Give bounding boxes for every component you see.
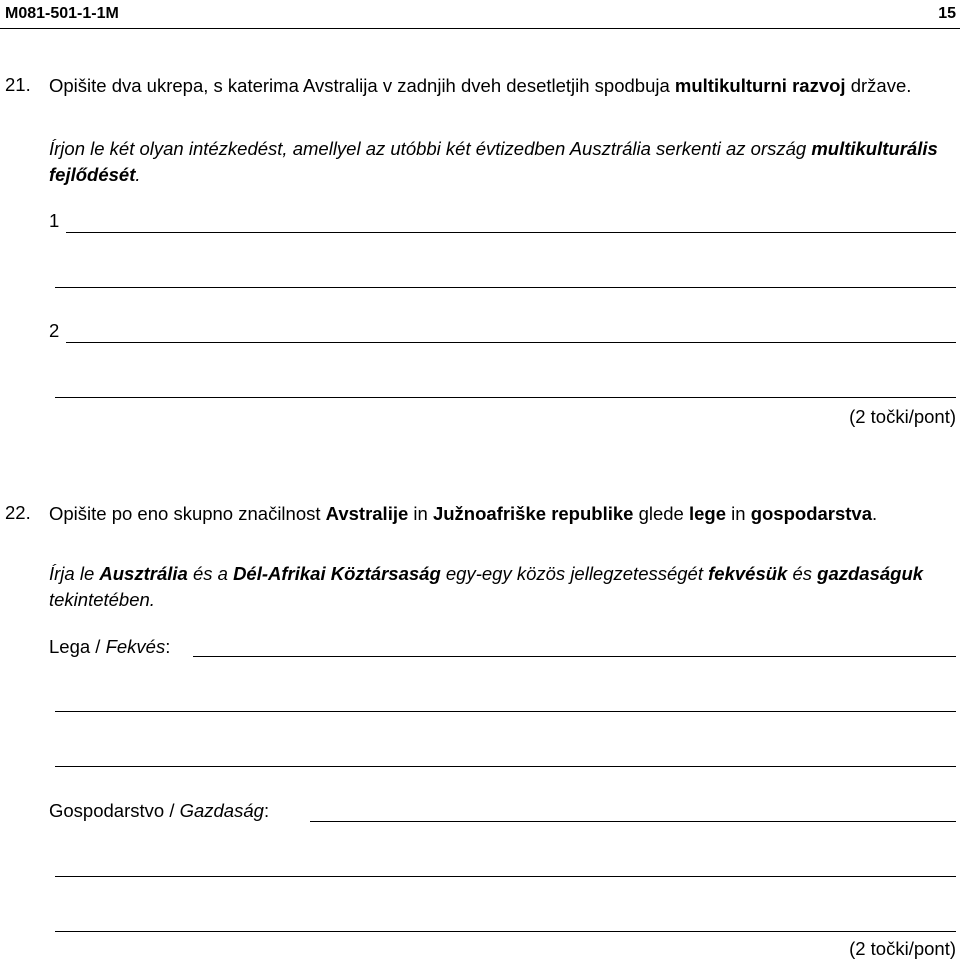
lega-answer-line-3[interactable] (55, 766, 956, 767)
q21-hu-text: Írjon le két olyan intézkedést, amellyel az utóbbi két évtizedben Ausztrália serkenti az ország (49, 138, 812, 159)
q21-hu-bold: multikulturális fejlődését (49, 138, 938, 185)
lega-label-hu: Fekvés (105, 636, 166, 657)
q22-hu-text: Írja le (49, 563, 100, 584)
lega-answer-line[interactable] (193, 656, 956, 657)
q22-sl-text-in: in (408, 503, 433, 524)
question-21-text-hu (49, 136, 957, 188)
page-number: 15 (938, 5, 956, 22)
q22-hu-text-es: és a (187, 563, 234, 584)
gospodarstvo-answer-line[interactable] (310, 821, 956, 822)
q22-sl-bold-jar: Južnoafriške republike (432, 503, 634, 524)
q22-hu-bold-fekvesuk: fekvésük (708, 563, 788, 584)
exam-code: M081-501-1-1M (5, 5, 119, 22)
q22-hu-bold-gazdasaguk: gazdaságuk (817, 563, 924, 584)
q22-hu-text-es-2: és (787, 563, 818, 584)
page-header (0, 0, 960, 29)
question-22-points: (2 točki/pont) (849, 938, 956, 959)
q22-hu-bold-dak: Dél-Afrikai Köztársaság (233, 563, 441, 584)
q21-sl-bold: multikulturni razvoj (674, 75, 846, 96)
answer-2-line-2[interactable] (55, 397, 956, 398)
q22-sl-bold-lege: lege (688, 503, 727, 524)
gospodarstvo-answer-line-2[interactable] (55, 876, 956, 877)
gospodarstvo-label-hu: Gazdaság (179, 800, 264, 821)
question-22-text-hu (49, 561, 957, 613)
q22-sl-text-glede: glede (633, 503, 689, 524)
gospodarstvo-label-sl: Gospodarstvo / (49, 800, 180, 821)
lega-label (49, 636, 170, 658)
q21-hu-text-end: . (135, 164, 141, 185)
gospodarstvo-label (49, 800, 269, 822)
answer-2-label: 2 (49, 320, 60, 341)
gospodarstvo-label-colon: : (263, 800, 270, 821)
lega-answer-line-2[interactable] (55, 711, 956, 712)
q21-sl-text-end: države. (845, 75, 912, 96)
q22-hu-text-mid: egy-egy közös jellegzetességét (440, 563, 709, 584)
q22-hu-bold-ausztralia: Ausztrália (99, 563, 188, 584)
q22-sl-text-end: . (872, 503, 878, 524)
q22-hu-text-end: tekintetében. (49, 589, 155, 610)
question-22-text-sl (49, 501, 957, 527)
answer-2-line[interactable] (66, 342, 956, 343)
question-21-points: (2 točki/pont) (849, 406, 956, 427)
question-21-number: 21. (5, 74, 31, 95)
gospodarstvo-answer-line-3[interactable] (55, 931, 956, 932)
q22-sl-text: Opišite po eno skupno značilnost (49, 503, 326, 524)
answer-1-line[interactable] (66, 232, 956, 233)
answer-1-label: 1 (49, 210, 60, 231)
lega-label-colon: : (165, 636, 171, 657)
q21-sl-text: Opišite dva ukrepa, s katerima Avstralija v zadnjih dveh desetletjih spodbuja (49, 75, 675, 96)
lega-label-sl: Lega / (49, 636, 106, 657)
question-22-number: 22. (5, 502, 31, 523)
q22-sl-bold-gospodarstva: gospodarstva (750, 503, 873, 524)
q22-sl-bold-avstralije: Avstralije (325, 503, 409, 524)
q22-sl-text-in-2: in (726, 503, 751, 524)
answer-1-line-2[interactable] (55, 287, 956, 288)
question-21-text-sl (49, 73, 957, 99)
